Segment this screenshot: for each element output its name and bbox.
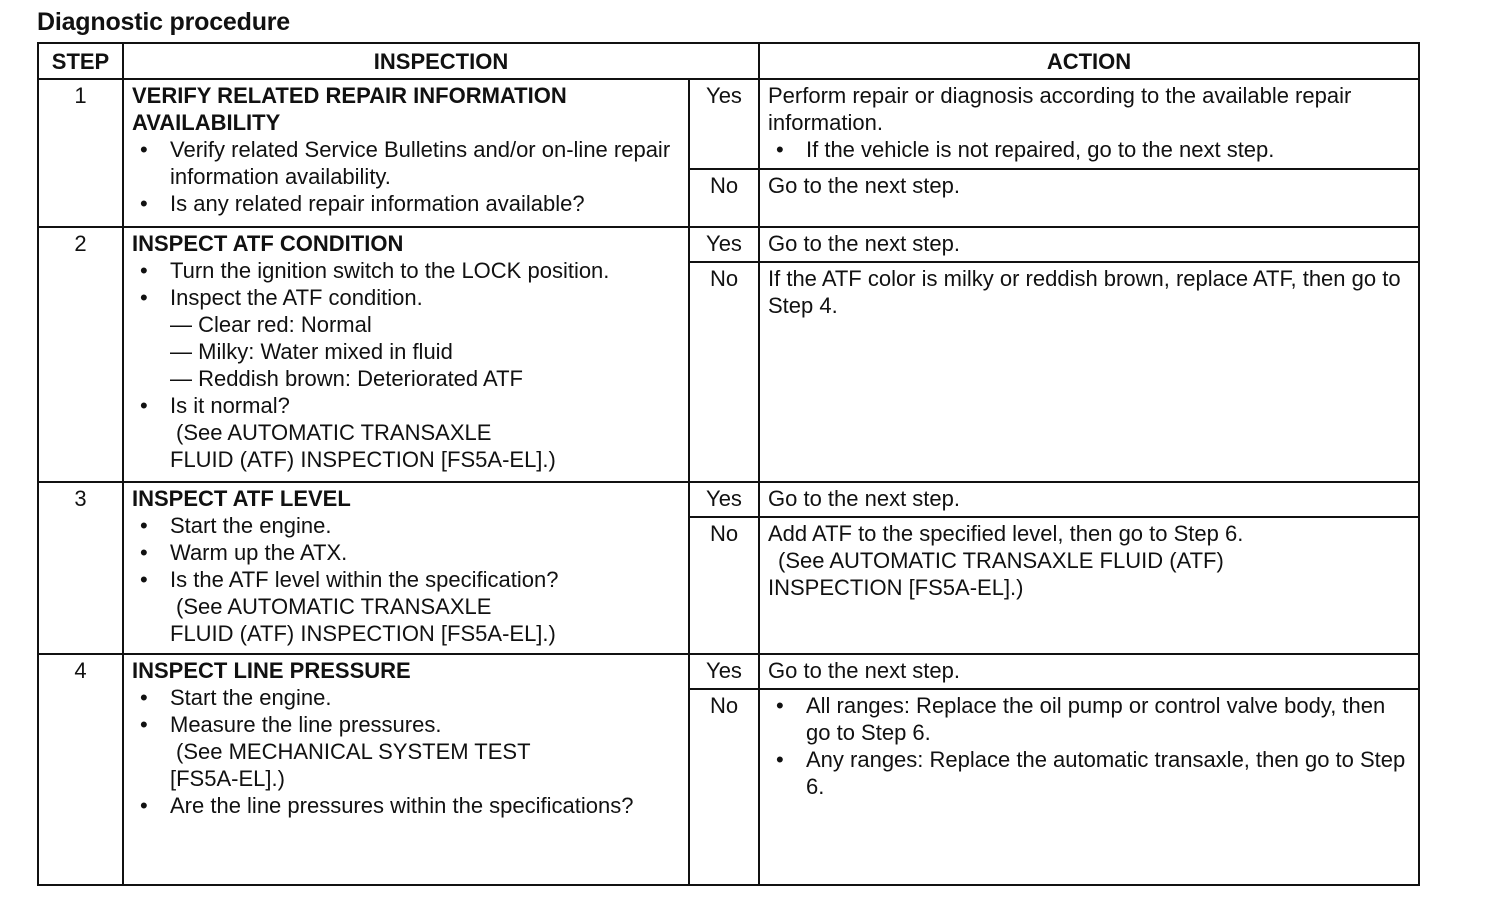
action-bullet: • Any ranges: Replace the automatic transaxle, then go to Step 6. (768, 746, 1412, 800)
yes-label: Yes (689, 482, 759, 517)
sub-item: — Milky: Water mixed in fluid (170, 339, 453, 364)
reference-line: (See AUTOMATIC TRANSAXLE (176, 420, 492, 445)
no-label: No (689, 169, 759, 227)
step-number: 3 (38, 482, 123, 654)
action-reference: INSPECTION [FS5A-EL].) (768, 575, 1024, 600)
inspection-bullet: • Start the engine. (132, 512, 682, 539)
inspection-bullet: • Is the ATF level within the specification? (132, 566, 682, 593)
inspection-bullet: • Start the engine. (132, 684, 682, 711)
no-action: If the ATF color is milky or reddish brown, replace ATF, then go to Step 4. (759, 262, 1419, 482)
page-title: Diagnostic procedure (37, 8, 290, 36)
action-text: Perform repair or diagnosis according to the available repair information. (768, 83, 1352, 135)
step-number: 4 (38, 654, 123, 885)
inspection-bullet: • Turn the ignition switch to the LOCK position. (132, 257, 682, 284)
reference-line: FLUID (ATF) INSPECTION [FS5A-EL].) (170, 621, 556, 646)
reference-line: FLUID (ATF) INSPECTION [FS5A-EL].) (170, 447, 556, 472)
yes-action (759, 79, 1419, 169)
yes-action: Go to the next step. (759, 482, 1419, 517)
reference-text (132, 419, 682, 473)
no-action (759, 689, 1419, 885)
inspection-bullet: • Warm up the ATX. (132, 539, 682, 566)
yes-action: Go to the next step. (759, 654, 1419, 689)
inspection-cell (123, 482, 689, 654)
no-action (759, 517, 1419, 654)
yes-action: Go to the next step. (759, 227, 1419, 262)
step-number: 1 (38, 79, 123, 227)
reference-line: [FS5A-EL].) (170, 766, 285, 791)
action-reference: (See AUTOMATIC TRANSAXLE FLUID (ATF) (778, 548, 1224, 573)
sub-item: — Clear red: Normal (170, 312, 372, 337)
reference-line: (See MECHANICAL SYSTEM TEST (176, 739, 531, 764)
table-row (38, 482, 1419, 517)
inspection-cell (123, 79, 689, 227)
action-bullet: • All ranges: Replace the oil pump or control valve body, then go to Step 6. (768, 692, 1412, 746)
inspection-bullet: • Is any related repair information available? (132, 190, 682, 217)
inspection-bullet: • Measure the line pressures. (132, 711, 682, 738)
inspection-heading: INSPECT LINE PRESSURE (132, 658, 411, 683)
no-action: Go to the next step. (759, 169, 1419, 227)
header-action: ACTION (759, 43, 1419, 79)
step-number: 2 (38, 227, 123, 482)
table-row (38, 79, 1419, 169)
table-row (38, 227, 1419, 262)
header-row (38, 43, 1419, 79)
diagnostic-table (37, 42, 1420, 886)
inspection-heading: INSPECT ATF CONDITION (132, 231, 404, 256)
action-bullet: • If the vehicle is not repaired, go to the next step. (768, 136, 1412, 163)
inspection-heading: VERIFY RELATED REPAIR INFORMATION AVAILABILITY (132, 83, 567, 135)
header-step: STEP (38, 43, 123, 79)
reference-text (132, 738, 682, 792)
inspection-bullet: • Inspect the ATF condition. (132, 284, 682, 311)
action-text: Add ATF to the specified level, then go to Step 6. (768, 521, 1244, 546)
inspection-bullet: • Are the line pressures within the specifications? (132, 792, 682, 819)
inspection-cell (123, 227, 689, 482)
yes-label: Yes (689, 654, 759, 689)
no-label: No (689, 262, 759, 482)
table-row (38, 654, 1419, 689)
no-label: No (689, 689, 759, 885)
sub-item: — Reddish brown: Deteriorated ATF (170, 366, 523, 391)
inspection-cell (123, 654, 689, 885)
yes-label: Yes (689, 227, 759, 262)
inspection-bullet: • Verify related Service Bulletins and/or on-line repair information availability. (132, 136, 682, 190)
inspection-bullet: • Is it normal? (132, 392, 682, 419)
inspection-heading: INSPECT ATF LEVEL (132, 486, 351, 511)
reference-text (132, 593, 682, 647)
header-inspection: INSPECTION (123, 43, 759, 79)
no-label: No (689, 517, 759, 654)
reference-line: (See AUTOMATIC TRANSAXLE (176, 594, 492, 619)
yes-label: Yes (689, 79, 759, 169)
